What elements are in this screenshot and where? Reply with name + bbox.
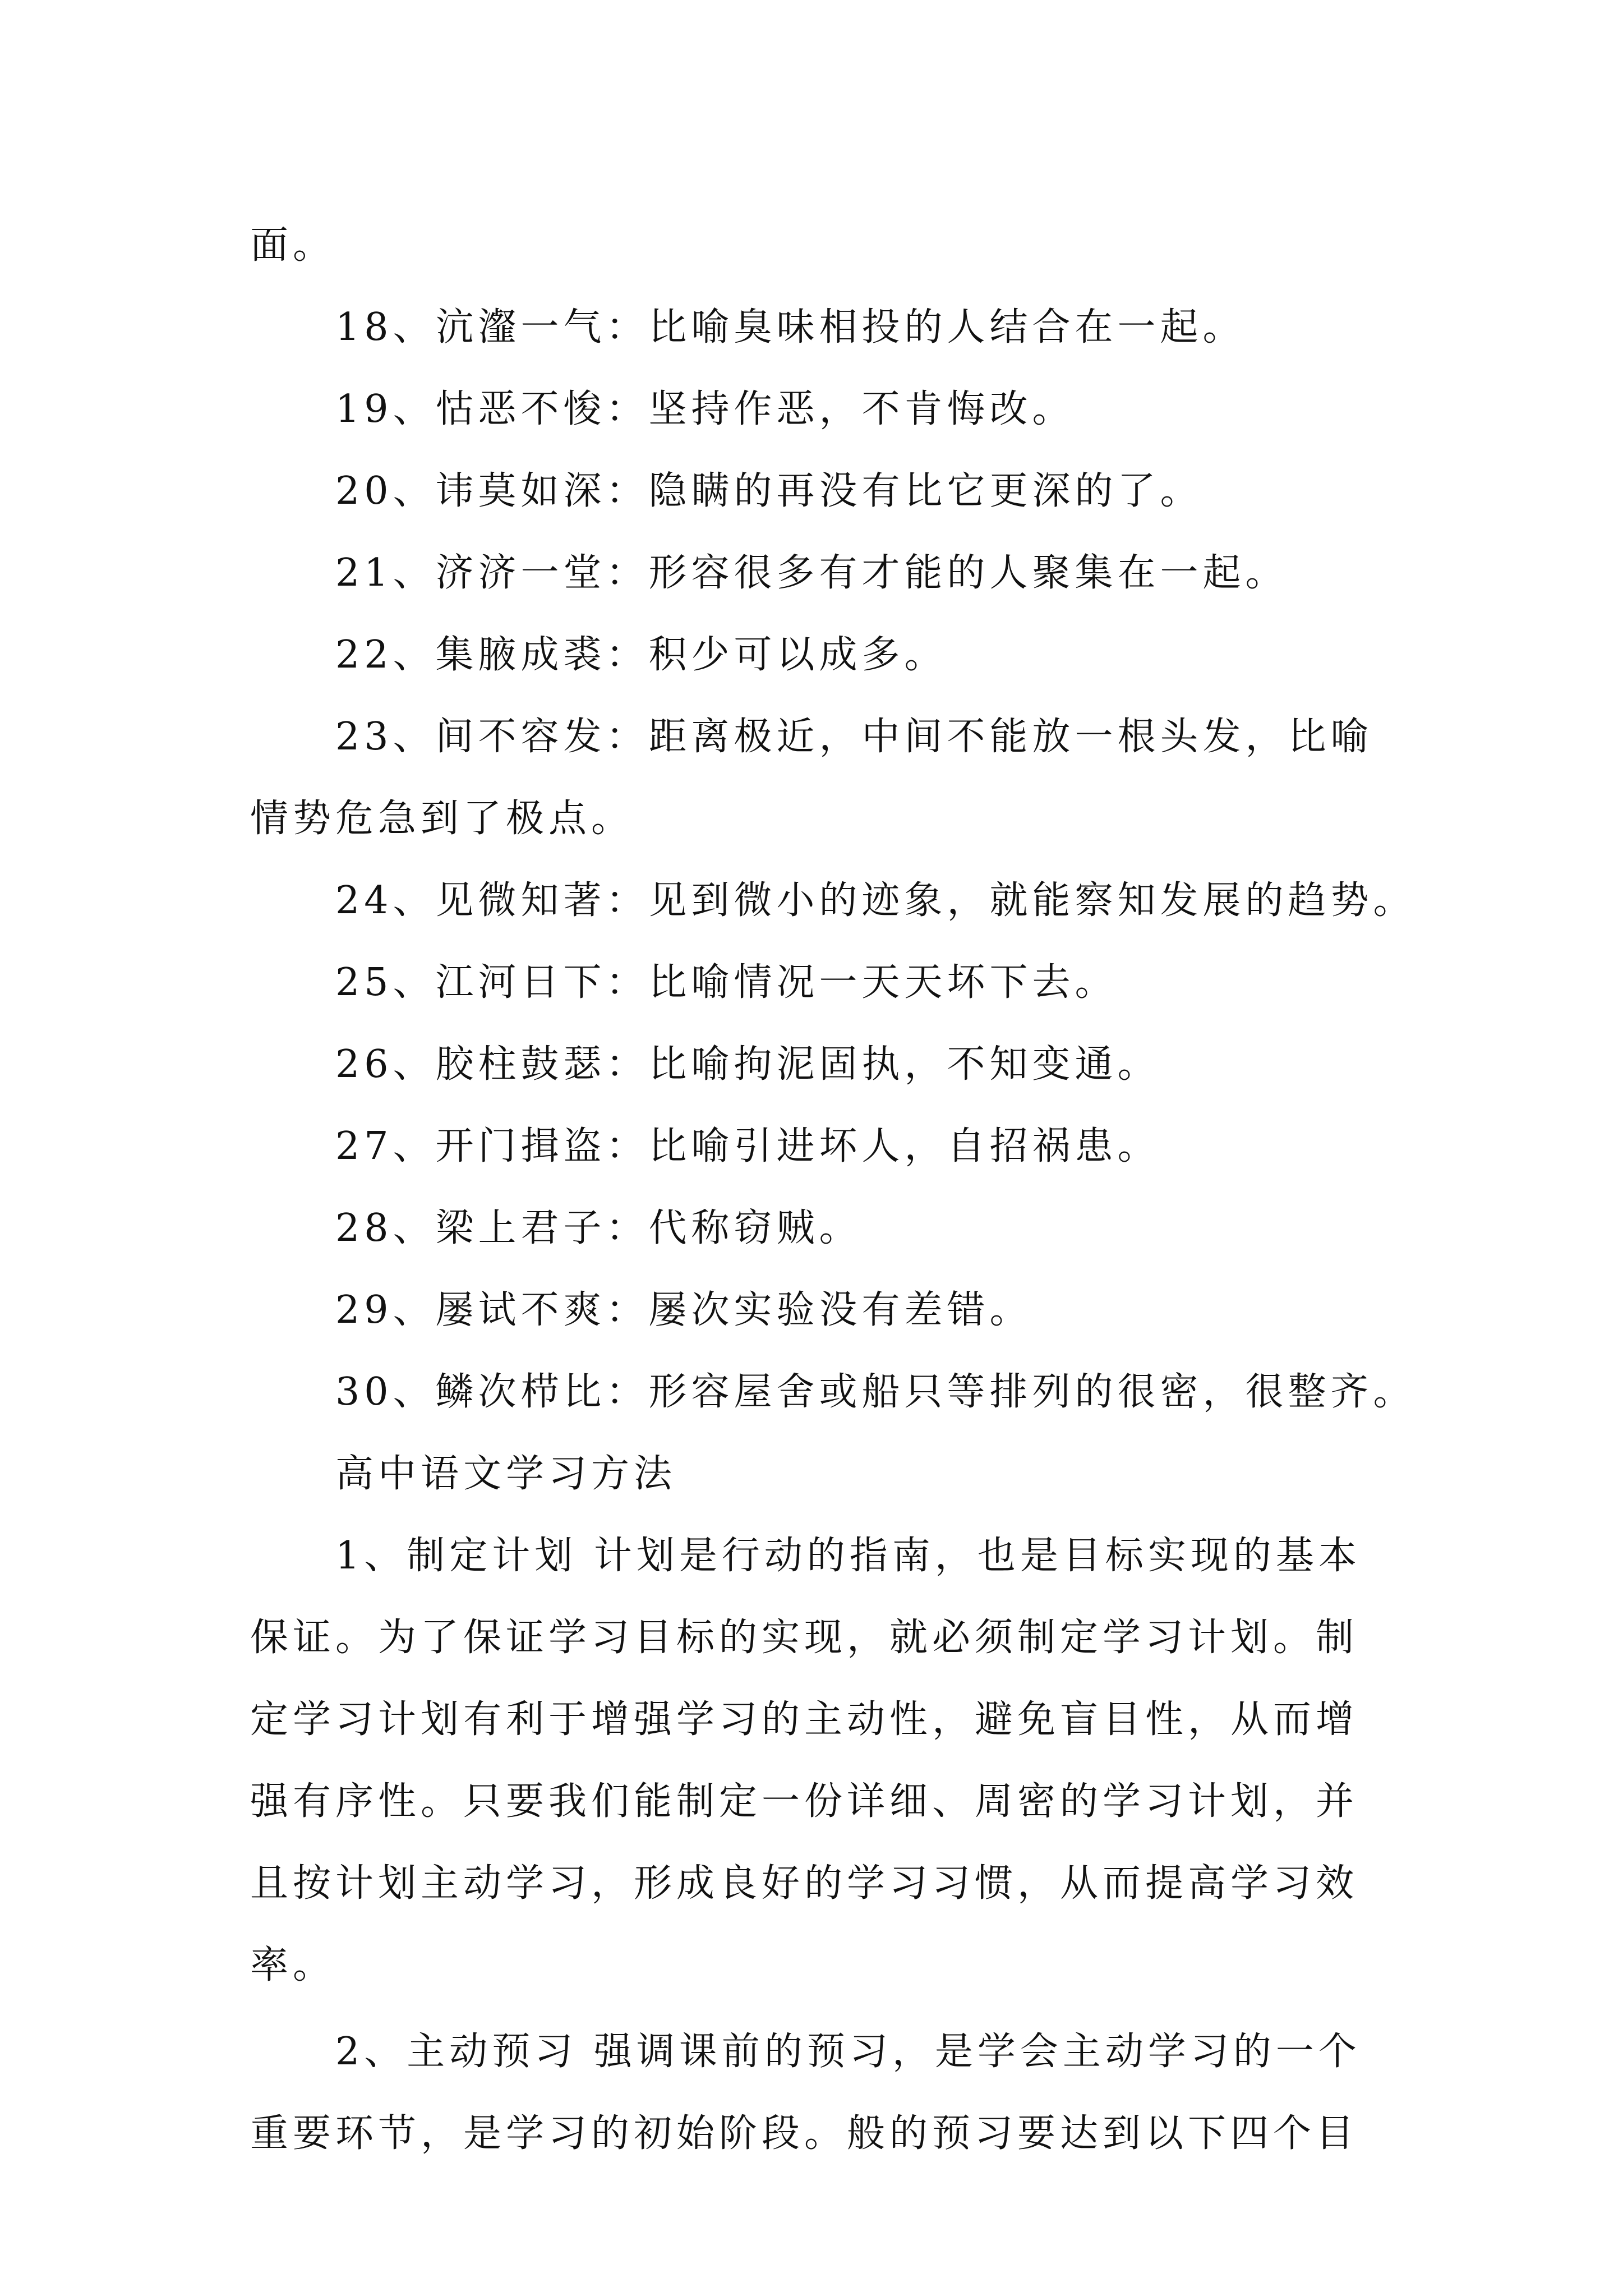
idiom-entry-19: 19、怙恶不悛：坚持作恶，不肯悔改。 xyxy=(335,387,1075,431)
section-heading: 高中语文学习方法 xyxy=(335,1452,677,1496)
idiom-entry-29: 29、屡试不爽：屡次实验没有差错。 xyxy=(335,1288,1032,1332)
idiom-entry-30: 30、鳞次栉比：形容屋舍或船只等排列的很密，很整齐。 xyxy=(335,1370,1416,1414)
idiom-entry-27: 27、开门揖盗：比喻引进坏人，自招祸患。 xyxy=(335,1124,1160,1168)
paragraph-line: 且按计划主动学习，形成良好的学习习惯，从而提高学习效 xyxy=(250,1861,1359,1906)
paragraph-line: 率。 xyxy=(250,1943,336,1987)
paragraph-line: 保证。为了保证学习目标的实现，就必须制定学习计划。制 xyxy=(250,1616,1359,1660)
text-line: 情势危急到了极点。 xyxy=(250,797,634,841)
idiom-entry-24: 24、见微知著：见到微小的迹象，就能察知发展的趋势。 xyxy=(335,878,1416,923)
paragraph-line: 强有序性。只要我们能制定一份详细、周密的学习计划，并 xyxy=(250,1779,1359,1824)
idiom-entry-18: 18、沆瀣一气：比喻臭味相投的人结合在一起。 xyxy=(335,305,1246,349)
document-body xyxy=(250,205,1416,2175)
paragraph-line: 定学习计划有利于增强学习的主动性，避免盲目性，从而增 xyxy=(250,1697,1359,1742)
idiom-entry-26: 26、胶柱鼓瑟：比喻拘泥固执，不知变通。 xyxy=(335,1042,1160,1087)
paragraph-line: 1、制定计划 计划是行动的指南，也是目标实现的基本 xyxy=(335,1534,1361,1578)
idiom-entry-21: 21、济济一堂：形容很多有才能的人聚集在一起。 xyxy=(335,551,1288,595)
text-line: 面。 xyxy=(250,223,336,268)
paragraph-line: 重要环节，是学习的初始阶段。般的预习要达到以下四个目 xyxy=(250,2111,1359,2156)
idiom-entry-23: 23、间不容发：距离极近，中间不能放一根头发，比喻 xyxy=(335,715,1373,759)
idiom-entry-28: 28、梁上君子：代称窃贼。 xyxy=(335,1206,862,1250)
paragraph-line: 2、主动预习 强调课前的预习，是学会主动学习的一个 xyxy=(335,2030,1361,2074)
idiom-entry-20: 20、讳莫如深：隐瞒的再没有比它更深的了。 xyxy=(335,469,1203,513)
idiom-entry-25: 25、江河日下：比喻情况一天天坏下去。 xyxy=(335,960,1118,1005)
idiom-entry-22: 22、集腋成裘：积少可以成多。 xyxy=(335,633,947,677)
